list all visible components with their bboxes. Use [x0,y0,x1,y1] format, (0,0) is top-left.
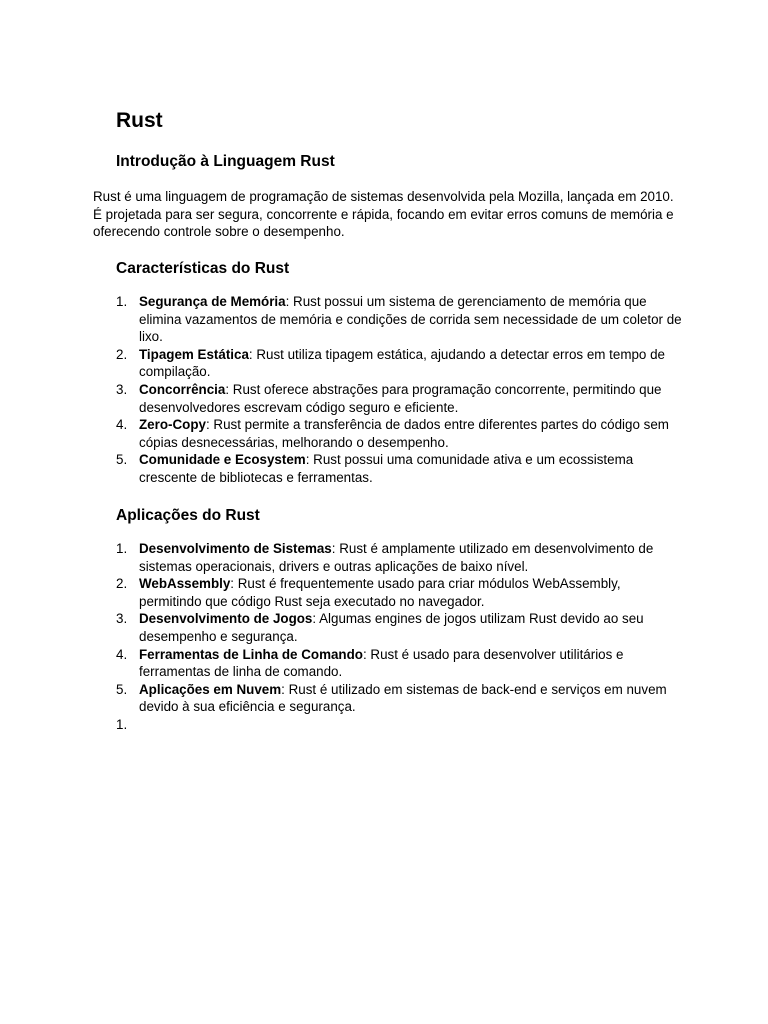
list-item-term: Desenvolvimento de Sistemas [139,541,332,556]
list-item-term: Tipagem Estática [139,346,249,362]
list-item [116,381,682,416]
list-item-number: 3. [116,611,128,627]
list-item [116,416,682,451]
list-item-text: : Rust é utilizado em sistemas de back-end e serviços em nuvem devido à sua eficiência e segurança. [139,681,667,715]
list-item-term: Desenvolvimento de Jogos [139,611,313,627]
intro-paragraph: Rust é uma linguagem de programação de sistemas desenvolvida pela Mozilla, lançada em 2010. É projetada para ser segura, concorrente e rápida, focando em evitar erros comuns de memória e oferecendo controle sobre o desempenho. [93,189,674,240]
list-item-number: 2. [116,346,128,362]
list-item [116,346,682,381]
list-item [116,681,682,716]
list-item-text: : Rust permite a transferência de dados entre diferentes partes do código sem cópias desnecessárias, melhorando o desempenho. [139,417,669,450]
list-item-term: Zero-Copy [139,417,206,433]
applications-list [116,540,682,732]
list-item [116,646,682,681]
section-heading-features: Características do Rust [116,260,290,277]
list-item-text: : Rust é usado para desenvolver utilitários e ferramentas de linha de comando. [139,646,624,680]
features-list [116,293,682,487]
list-item [116,293,682,346]
list-item-number: 1. [116,294,128,309]
list-item-term: Comunidade e Ecosystem [139,452,306,468]
list-item [116,610,682,645]
list-item [116,451,682,486]
list-item-number: 3. [116,381,128,397]
list-item-text: : Rust oferece abstrações para programação concorrente, permitindo que desenvolvedores escrevam código seguro e eficiente. [139,381,662,415]
list-item-text: : Rust utiliza tipagem estática, ajudando a detectar erros em tempo de compilação. [139,346,665,380]
list-item-term: Aplicações em Nuvem [139,681,282,697]
list-item-number: 5. [116,681,128,697]
list-item-term: Concorrência [139,381,226,397]
list-item-text: : Rust possui um sistema de gerenciamento de memória que elimina vazamentos de memória e condições de corrida sem necessidade de um coletor de lixo. [139,294,682,345]
list-item-number: 1. [116,716,128,732]
list-item-number: 2. [116,576,128,592]
section-heading-applications: Aplicações do Rust [116,507,260,524]
list-item-number: 4. [116,646,128,662]
list-item-text: : Rust é amplamente utilizado em desenvolvimento de sistemas operacionais, drivers e outras aplicações de baixo nível. [139,541,654,574]
list-item-term: Ferramentas de Linha de Comando [139,646,363,662]
list-item-number: 1. [116,541,128,556]
list-item-term: WebAssembly [139,576,231,592]
list-item-number: 5. [116,452,128,468]
list-item-text: : Rust possui uma comunidade ativa e um ecossistema crescente de bibliotecas e ferramentas. [139,452,634,485]
list-item [116,575,682,610]
document-title: Rust [116,109,163,132]
list-item-number: 4. [116,417,128,433]
list-item [116,540,682,575]
list-item-term: Segurança de Memória [139,294,286,309]
section-heading-intro: Introdução à Linguagem Rust [116,153,335,170]
list-item-text: : Algumas engines de jogos utilizam Rust devido ao seu desempenho e segurança. [139,611,644,644]
list-item-text: : Rust é frequentemente usado para criar módulos WebAssembly, permitindo que código Rust seja executado no navegador. [139,576,621,609]
